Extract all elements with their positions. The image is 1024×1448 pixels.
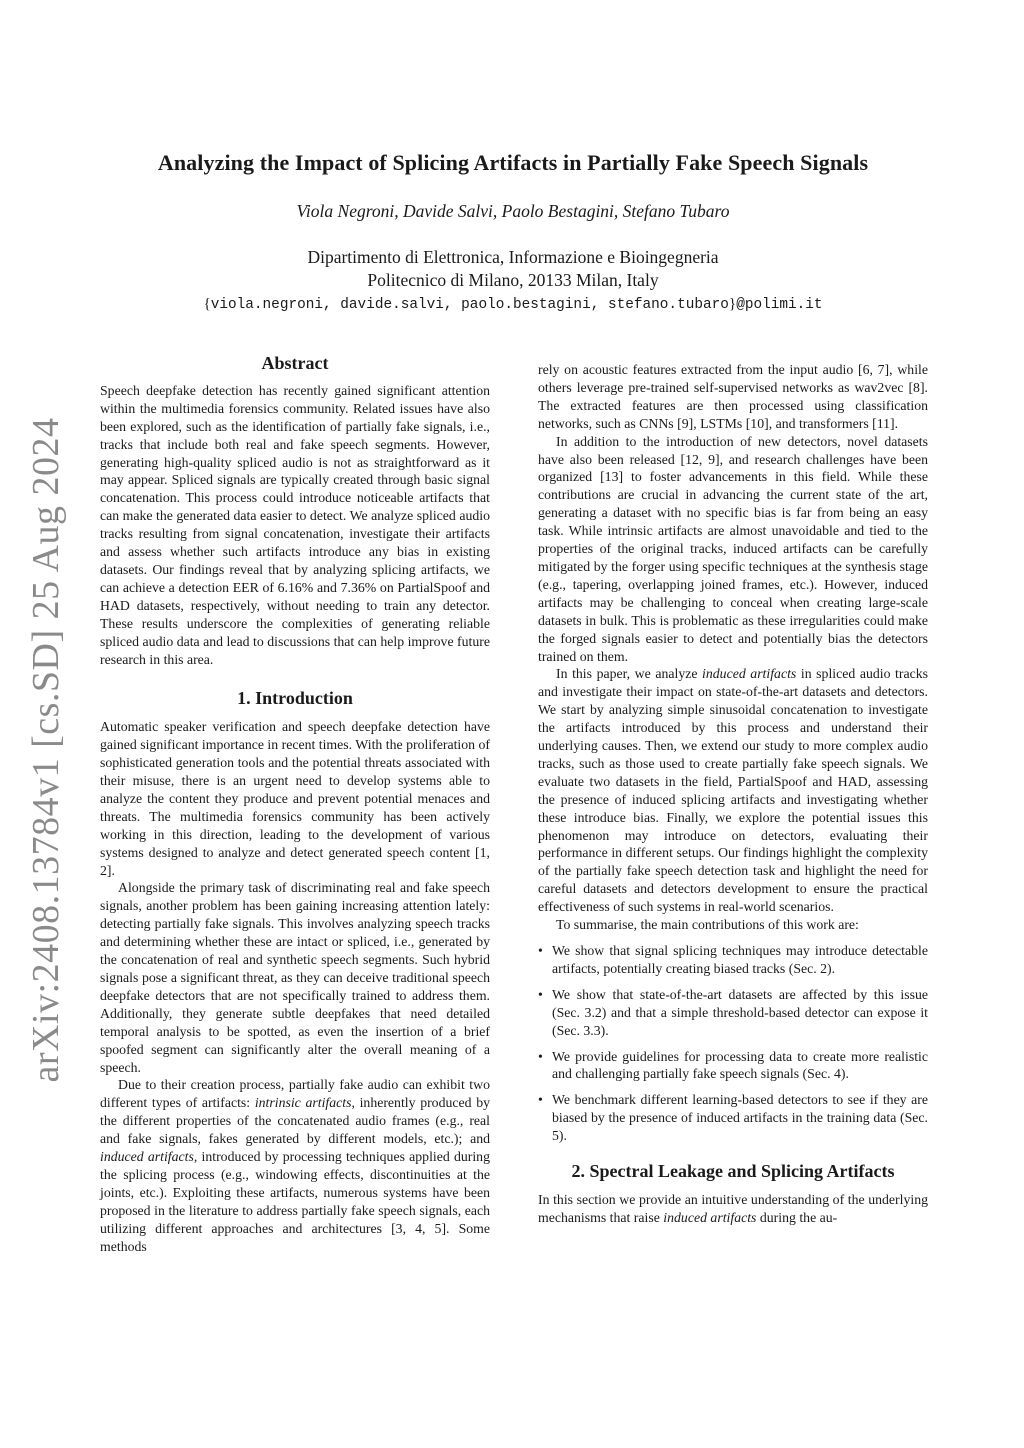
term-intrinsic-artifacts: intrinsic artifacts — [254, 1095, 352, 1111]
term-induced-artifacts: induced artifacts — [100, 1149, 194, 1165]
text-run: during the au- — [756, 1209, 838, 1225]
left-column — [100, 355, 490, 1256]
arxiv-margin-stamp — [22, 417, 70, 1083]
abstract-text: Speech deepfake detection has recently gained significant attention within the multimedia forensics community. Related issues have also been explored, such as the identification of partially fake signals, i.e., tracks that include both real and fake speech segments. However, generating high-quality spliced audio is not as straightforward as it may appear. Spliced signals are typically created through basic signal concatenation. This process could introduce noticeable artifacts that can make the generated data easier to detect. We analyze spliced audio tracks resulting from signal concatenation, investigate their artifacts and assess whether such artifacts introduce any bias in existing datasets. Our findings reveal that by analyzing splicing artifacts, we can achieve a detection EER of 6.16% and 7.36% on PartialSpoof and HAD datasets, respectively, without needing to train any detector. These results underscore the complexities of generating reliable spliced audio data and lead to discussions that can help improve future research in this area. — [100, 382, 490, 667]
contribution-item: • We show that state-of-the-art datasets are affected by this issue (Sec. 3.2) and that a simple threshold-based detector can expose it (Sec. 3.3). — [538, 986, 928, 1040]
abstract-heading: Abstract — [261, 353, 329, 373]
term-induced-artifacts: induced artifacts — [702, 666, 797, 682]
intro-paragraph-5 — [538, 665, 928, 916]
intro-paragraph-3-continued: rely on acoustic features extracted from the input audio [6, 7], while others leverage pre-trained self-supervised networks as wav2vec [8]. The extracted features are then processed using classification networks, such as CNNs [9], LSTMs [10], and transformers [11]. — [538, 362, 928, 431]
section-2-paragraph-1 — [538, 1191, 928, 1227]
text-run: Due to their creation process, partially fake audio can exhibit two different types of artifacts: — [100, 1077, 490, 1111]
affiliation — [80, 246, 946, 292]
text-run: , inherently produced by the different properties of the concatenated audio frames (e.g., real and fake signals, fakes generated by different models, etc.); and — [100, 1095, 490, 1147]
section-2-heading: 2. Spectral Leakage and Splicing Artifacts — [571, 1161, 895, 1182]
contributions-intro: To summarise, the main contributions of this work are: — [556, 917, 859, 933]
author-list: Viola Negroni, Davide Salvi, Paolo Bestagini, Stefano Tubaro — [296, 201, 730, 221]
contribution-item: • We provide guidelines for processing data to create more realistic and challenging partially fake speech signals (Sec. 4). — [538, 1048, 928, 1084]
author-emails — [80, 295, 946, 313]
intro-paragraph-3 — [100, 1076, 490, 1255]
arxiv-identifier: arXiv:2408.13784v1 [cs.SD] 25 Aug 2024 — [25, 417, 67, 1083]
affiliation-line-2: Politecnico di Milano, 20133 Milan, Italy — [367, 270, 659, 290]
text-run: In this section we provide an intuitive understanding of the underlying mechanisms that raise — [538, 1191, 928, 1225]
contributions-list — [538, 942, 928, 1145]
right-column — [538, 361, 928, 1227]
contribution-item: • We show that signal splicing techniques may introduce detectable artifacts, potentially creating biased tracks (Sec. 2). — [538, 942, 928, 978]
text-run: In this paper, we analyze — [556, 666, 703, 682]
email-names: viola.negroni, davide.salvi, paolo.bestagini, stefano.tubaro — [210, 297, 729, 313]
intro-paragraph-2: Alongside the primary task of discriminating real and fake speech signals, another problem has been gaining increasing attention lately: detecting partially fake signals. This involves analyzing speech tracks and determining whether these are intact or spliced, i.e., generated by the concatenation of real and synthetic speech segments. Such hybrid signals pose a significant threat, as they can deceive traditional speech deepfake detectors that are not specifically trained to address them. Additionally, they generate subtle deepfakes that need detailed temporal analysis to be spotted, as even the insertion of a brief spoofed segment can significantly alter the overall meaning of a speech. — [100, 880, 490, 1075]
intro-paragraph-1: Automatic speaker verification and speech deepfake detection have gained significant importance in recent times. With the proliferation of sophisticated generation tools and the potential threats associated with their misuse, there is an urgent need to develop systems able to analyze the content they produce and prevent potential menaces and threats. The multimedia forensics community has been actively working in this direction, leading to the development of various systems designed to analyze and detect generated speech content [1, 2]. — [100, 719, 490, 878]
text-run: in spliced audio tracks and investigate their impact on state-of-the-art datasets and detectors. We start by analyzing simple sinusoidal concatenation to investigate the artifacts introduced by this process and understand their underlying causes. Then, we extend our study to more complex audio tracks, such as those used to create partially fake speech signals. We evaluate two datasets in the field, PartialSpoof and HAD, assessing the presence of induced splicing artifacts and investigating whether these introduce bias. Finally, we explore the potential issues this phenomenon may introduce on detectors, evaluating their performance in different setups. Our findings highlight the complexity of the partially fake speech detection task and highlight the need for careful datasets and detectors development to ensure the practical effectiveness of such systems in real-world scenarios. — [538, 666, 928, 915]
intro-paragraph-4: In addition to the introduction of new detectors, novel datasets have also been released [12, 9], and research challenges have been organized [13] to foster advancements in this field. While these contributions are crucial in advancing the current state of the art, generating a dataset with no specific bias is far from being an easy task. While intrinsic artifacts are almost unavoidable and tied to the properties of the original tracks, induced artifacts can be carefully mitigated by the forger using specific techniques at the synthesis stage (e.g., tapering, overlapping joined frames, etc.). However, induced artifacts may be challenging to conceal when creating large-scale datasets in bulk. This is problematic as these irregularities could make the forged signals easier to detect and potentially bias the detectors trained on them. — [538, 433, 928, 664]
email-domain: @polimi.it — [736, 297, 823, 313]
email-brace-open: { — [203, 295, 211, 312]
introduction-heading: 1. Introduction — [237, 688, 353, 709]
term-induced-artifacts: induced artifacts — [663, 1209, 757, 1225]
text-run: , introduced by processing techniques applied during the splicing process (e.g., windowing effects, discontinuities at the joints, etc.). Exploiting these artifacts, numerous systems have been proposed in the literature to address partially fake speech signals, each utilizing different approaches and architectures [3, 4, 5]. Some methods — [100, 1149, 490, 1254]
email-brace-close: } — [728, 295, 737, 312]
affiliation-line-1: Dipartimento di Elettronica, Informazione e Bioingegneria — [307, 247, 719, 267]
paper-title: Analyzing the Impact of Splicing Artifacts in Partially Fake Speech Signals — [157, 150, 869, 175]
contribution-item: • We benchmark different learning-based detectors to see if they are biased by the presence of induced artifacts in the training data (Sec. 5). — [538, 1091, 928, 1145]
